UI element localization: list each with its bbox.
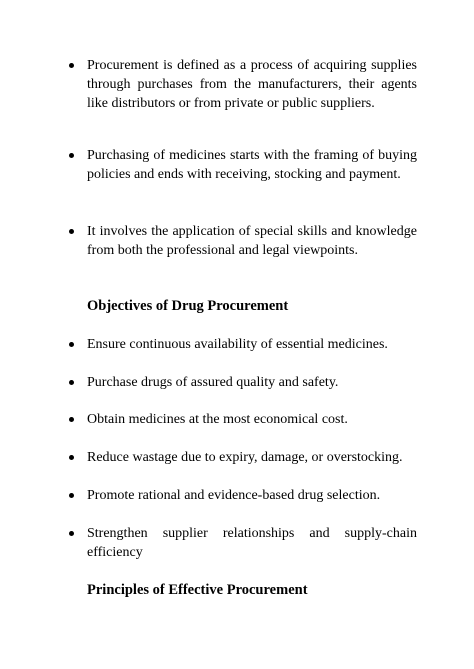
- section-heading-objectives: Objectives of Drug Procurement: [87, 298, 289, 314]
- list-item-text: It involves the application of special skills and knowledge from both the professional and legal viewpoints.: [87, 224, 417, 258]
- list-item-text: Promote rational and evidence-based drug selection.: [87, 488, 381, 503]
- list-item-text: Obtain medicines at the most economical cost.: [87, 412, 348, 427]
- bullet-icon: [69, 493, 74, 498]
- bullet-icon: [69, 153, 74, 158]
- bullet-icon: [69, 455, 74, 460]
- bullet-icon: [69, 417, 74, 422]
- list-item-text: Purchasing of medicines starts with the framing of buying policies and ends with receiving, stocking and payment.: [87, 148, 417, 182]
- bullet-icon: [69, 342, 74, 347]
- list-item-text: Strengthen supplier relationships and supply-chain efficiency: [87, 526, 417, 560]
- bullet-icon: [69, 63, 74, 68]
- list-item-text: Ensure continuous availability of essential medicines.: [87, 337, 388, 352]
- list-item-text: Purchase drugs of assured quality and safety.: [87, 375, 339, 390]
- section-heading-principles: Principles of Effective Procurement: [87, 582, 308, 598]
- bullet-icon: [69, 380, 74, 385]
- list-item-text: Reduce wastage due to expiry, damage, or overstocking.: [87, 450, 403, 465]
- bullet-icon: [69, 229, 74, 234]
- bullet-icon: [69, 531, 74, 536]
- list-item-text: Procurement is defined as a process of acquiring supplies through purchases from the manufacturers, their agents like distributors or from private or public suppliers.: [87, 58, 417, 111]
